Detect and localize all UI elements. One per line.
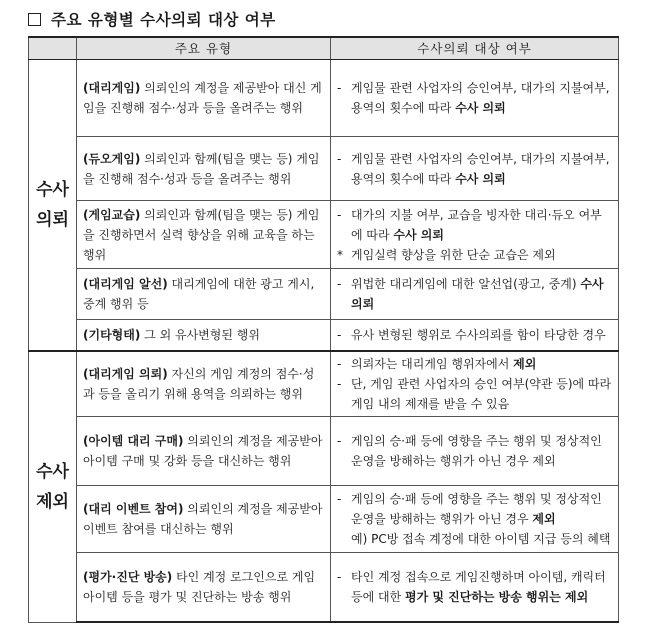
scope-text <box>351 205 612 245</box>
bullet-marker: - <box>337 377 342 391</box>
title-text: 주요 유형별 수사의뢰 대상 여부 <box>51 11 276 29</box>
scope-cell <box>331 60 619 137</box>
scope-line <box>337 245 612 265</box>
category-request: 수사 의뢰 <box>29 60 77 352</box>
investigation-request-table <box>28 36 619 623</box>
bullet-marker: - <box>337 434 342 448</box>
category-exclude: 수사 제외 <box>29 351 77 622</box>
bullet-marker: - <box>337 328 342 342</box>
scope-line <box>337 149 612 189</box>
scope-text: 대가의 지불 여부, 교습을 빙자한 대리·듀오 여부에 따라 <box>351 207 602 242</box>
bullet-marker: - <box>337 151 342 166</box>
scope-text <box>351 489 612 529</box>
scope-cell <box>331 417 619 486</box>
scope-line <box>337 325 612 345</box>
scope-text: 유사 변형된 행위로 수사의뢰를 함이 타당한 경우 <box>351 328 606 342</box>
square-bullet-icon <box>28 13 41 26</box>
scope-text <box>351 567 612 607</box>
scope-line <box>337 354 612 374</box>
scope-cell <box>331 201 619 269</box>
scope-text: 위법한 대리게임에 대한 알선업(광고, 중계) <box>351 277 581 291</box>
bullet-marker: - <box>337 492 342 506</box>
bullet-marker: * <box>337 247 343 262</box>
type-cell: (대리게임 알선) 대리게임에 대한 광고 게시, 중계 행위 등 <box>77 269 331 320</box>
scope-cell <box>331 269 619 320</box>
scope-text: 게임실력 향상을 위한 단순 교습은 제외 <box>351 247 556 262</box>
scope-text: 게임의 승·패 등에 영향을 주는 행위 및 정상적인 운영을 방해하는 행위가 아닌 경우 <box>351 492 602 526</box>
scope-text <box>351 245 612 265</box>
scope-text <box>351 529 612 549</box>
scope-cell <box>331 351 619 417</box>
scope-emphasis: 평가 및 진단하는 방송 행위는 제외 <box>405 590 589 604</box>
document-title <box>28 6 276 32</box>
scope-text <box>351 149 612 189</box>
bullet-marker: - <box>337 570 342 584</box>
type-cell: (게임교습) 의뢰인과 함께(팀을 맺는 등) 게임을 진행하면서 실력 향상을 위해 교육을 하는 행위 <box>77 201 331 269</box>
scope-text: 의뢰자는 대리게임 행위자에서 <box>351 357 514 371</box>
header-type: 주요 유형 <box>77 37 331 60</box>
scope-text: 게임물 관련 사업자의 승인여부, 대가의 지불여부, 용역의 횟수에 따라 <box>351 81 610 115</box>
bullet-marker: - <box>337 277 342 291</box>
scope-line <box>337 489 612 529</box>
type-cell: (듀오게임) 의뢰인과 함께(팀을 맺는 등) 게임을 진행해 점수·성과 등을 올려주는 행위 <box>77 137 331 201</box>
header-blank <box>29 37 77 60</box>
table-row <box>29 417 619 486</box>
scope-text <box>351 325 612 345</box>
scope-line <box>337 567 612 607</box>
scope-line <box>337 205 612 245</box>
table-row <box>29 351 619 417</box>
scope-cell <box>331 553 619 623</box>
scope-text: 단, 게임 관련 사업자의 승인 여부(약관 등)에 따라 게임 내의 제재를 받을 수 있음 <box>351 377 612 411</box>
scope-emphasis: 수사 의뢰 <box>455 171 506 186</box>
table-header-row <box>29 37 619 60</box>
table-row <box>29 553 619 623</box>
scope-text: 게임의 승·패 등에 영향을 주는 행위 및 정상적인 운영을 방해하는 행위가 아닌 경우 제외 <box>351 434 602 468</box>
scope-cell <box>331 320 619 352</box>
scope-emphasis: 제외 <box>513 357 537 371</box>
table-row <box>29 320 619 352</box>
scope-text <box>351 374 612 414</box>
bullet-marker: - <box>337 357 342 371</box>
bullet-marker <box>337 529 351 549</box>
bullet-marker: - <box>337 207 342 222</box>
scope-emphasis: 수사 의뢰 <box>393 227 444 242</box>
scope-text: 예) PC방 접속 계정에 대한 아이템 지급 등의 혜택 <box>351 532 611 546</box>
scope-emphasis: 수사 의뢰 <box>351 277 604 311</box>
table-row <box>29 137 619 201</box>
type-cell: (아이템 대리 구매) 의뢰인의 계정을 제공받아 아이템 구매 및 강화 등을 대신하는 행위 <box>77 417 331 486</box>
scope-line <box>337 529 612 549</box>
scope-line <box>337 431 612 471</box>
type-cell: (평가·진단 방송) 타인 계정 로그인으로 게임 아이템 등을 평가 및 진단하는 방송 행위 <box>77 553 331 623</box>
scope-emphasis: 수사 의뢰 <box>455 101 506 115</box>
scope-text <box>351 354 612 374</box>
table-row <box>29 201 619 269</box>
scope-line <box>337 274 612 314</box>
scope-text <box>351 78 612 118</box>
scope-text <box>351 431 612 471</box>
scope-text <box>351 274 612 314</box>
table-row <box>29 60 619 137</box>
scope-cell <box>331 486 619 553</box>
scope-line <box>337 78 612 118</box>
type-cell: (대리게임 의뢰) 자신의 게임 계정의 점수·성과 등을 올리기 위해 용역을 의뢰하는 행위 <box>77 351 331 417</box>
scope-emphasis: 제외 <box>532 512 556 526</box>
bullet-marker: - <box>337 81 342 95</box>
table-row <box>29 269 619 320</box>
scope-cell <box>331 137 619 201</box>
type-cell: (기타형태) 그 외 유사변형된 행위 <box>77 320 331 352</box>
header-scope: 수사의뢰 대상 여부 <box>331 37 619 60</box>
scope-text: 게임물 관련 사업자의 승인여부, 대가의 지불여부, 용역의 횟수에 따라 <box>351 151 610 186</box>
table-row <box>29 486 619 553</box>
scope-line <box>337 374 612 414</box>
type-cell: (대리 이벤트 참여) 의뢰인의 계정을 제공받아 이벤트 참여를 대신하는 행위 <box>77 486 331 553</box>
type-cell: (대리게임) 의뢰인의 계정을 제공받아 대신 게임을 진행해 점수·성과 등을 올려주는 행위 <box>77 60 331 137</box>
scope-text: 타인 계정 접속으로 게임진행하며 아이템, 캐릭터 등에 대한 <box>351 570 606 604</box>
